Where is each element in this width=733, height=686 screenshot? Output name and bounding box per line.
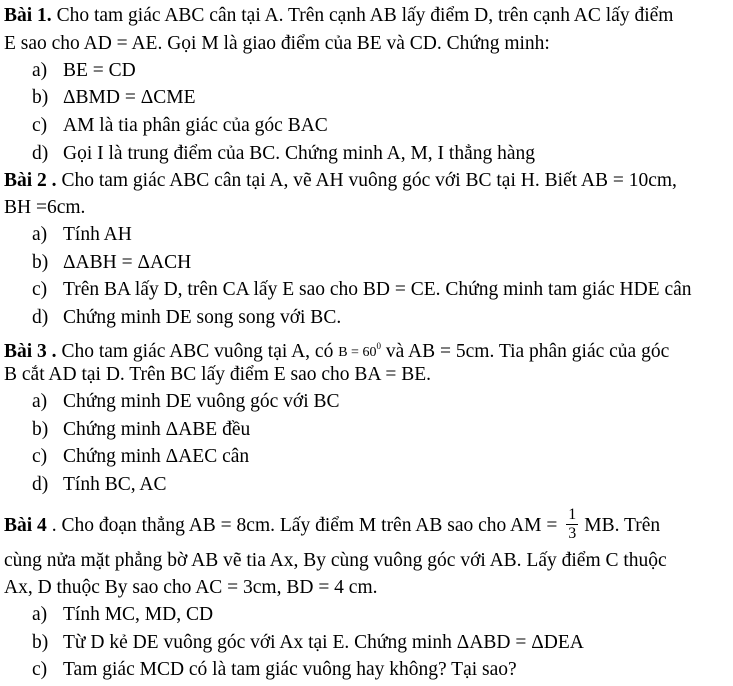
problem-2-item-c: c) Trên BA lấy D, trên CA lấy E sao cho BD = CE. Chứng minh tam giác HDE cân xyxy=(32,279,692,300)
problem-2-item-a: a) Tính AH xyxy=(32,224,132,245)
problem-3-intro-line-2: B cắt AD tại D. Trên BC lấy điểm E sao cho BA = BE. xyxy=(4,364,431,385)
angle-b-equation: $B = 60^0$ xyxy=(338,341,381,360)
problem-4-item-c: c) Tam giác MCD có là tam giác vuông hay không? Tại sao? xyxy=(32,659,517,680)
problem-4-intro-line-3: Ax, D thuộc By sao cho AC = 3cm, BD = 4 cm. xyxy=(4,577,378,598)
problem-3-item-d: d) Tính BC, AC xyxy=(32,474,167,495)
degree-symbol: 0 xyxy=(376,341,381,351)
problem-1-item-d: d) Gọi I là trung điểm của BC. Chứng minh A, M, I thẳng hàng xyxy=(32,143,536,164)
problem-1-item-a: a) BE = CD xyxy=(32,60,136,81)
problem-3-title: Bài 3 . xyxy=(4,341,57,362)
problem-2-title: Bài 2 . xyxy=(4,170,57,191)
problem-4-intro-line-1: Bài 4 . Cho đoạn thẳng AB = 8cm. Lấy điểm M trên AB sao cho AM = $\frac{1}{3}$ MB. Trên xyxy=(4,506,661,542)
problem-4-item-a: a) Tính MC, MD, CD xyxy=(32,604,214,625)
problem-1-item-b: b) ΔBMD = ΔCME xyxy=(32,87,196,108)
fraction-one-third: $\frac{1}{3}$ xyxy=(568,506,577,542)
problem-1-intro-line-1: Bài 1. Cho tam giác ABC cân tại A. Trên cạnh AB lấy điểm D, trên cạnh AC lấy điểm xyxy=(4,5,674,26)
problem-1-title: Bài 1. xyxy=(4,5,52,26)
problem-3-item-a: a) Chứng minh DE vuông góc với BC xyxy=(32,391,340,412)
problem-1-item-c: c) AM là tia phân giác của góc BAC xyxy=(32,115,328,136)
problem-2-item-b: b) ΔABH = ΔACH xyxy=(32,252,192,273)
problem-3-intro-line-1: Bài 3 . Cho tam giác ABC vuông tại A, có $B = 60^0$ và AB = 5cm. Tia phân giác của góc xyxy=(4,341,670,362)
problem-4-title: Bài 4 xyxy=(4,514,47,536)
problem-2-intro-line-2: BH =6cm. xyxy=(4,197,86,218)
problem-3-item-c: c) Chứng minh ΔAEC cân xyxy=(32,446,250,467)
problem-3-item-b: b) Chứng minh ΔABE đều xyxy=(32,419,251,440)
problem-1-intro-line-2: E sao cho AD = AE. Gọi M là giao điểm của BE và CD. Chứng minh: xyxy=(4,33,550,54)
problem-4-intro-line-2: cùng nửa mặt phẳng bờ AB vẽ tia Ax, By cùng vuông góc với AB. Lấy điểm C thuộc xyxy=(4,550,667,571)
problem-2-item-d: d) Chứng minh DE song song với BC. xyxy=(32,307,342,328)
problem-2-intro-line-1: Bài 2 . Cho tam giác ABC cân tại A, vẽ AH vuông góc với BC tại H. Biết AB = 10cm, xyxy=(4,170,677,191)
problem-4-item-b: b) Từ D kẻ DE vuông góc với Ax tại E. Chứng minh ΔABD = ΔDEA xyxy=(32,632,584,653)
